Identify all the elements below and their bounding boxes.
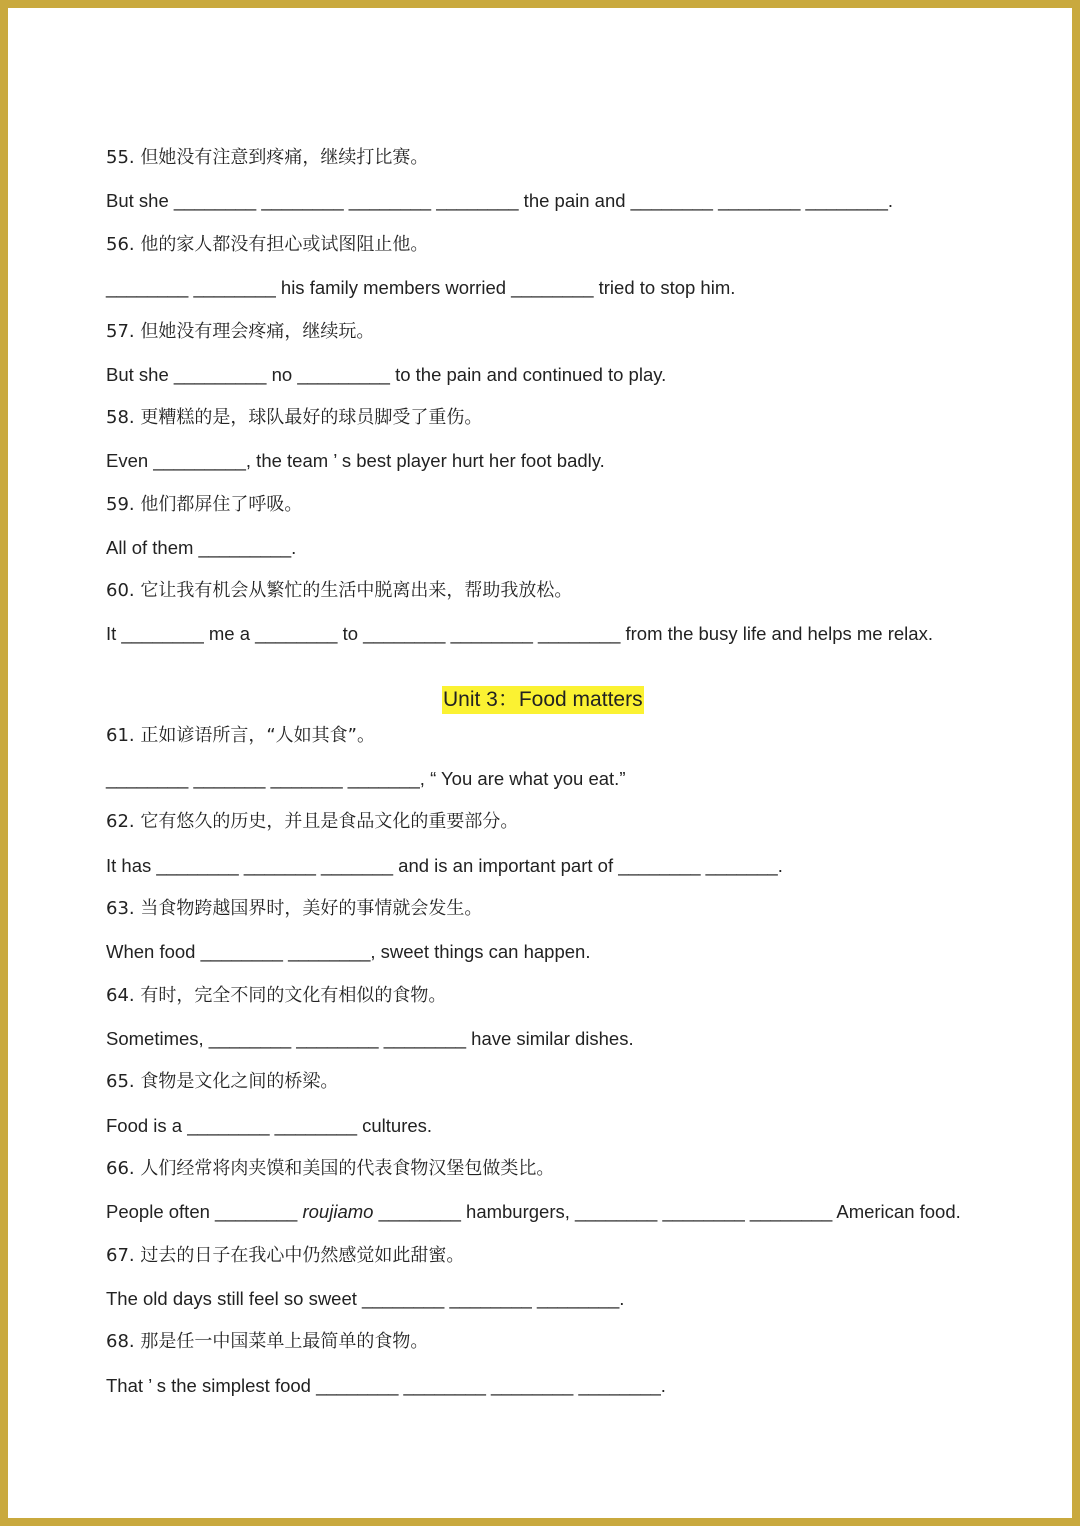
question-68-english: That ’ s the simplest food ________ ________ ________ ________. xyxy=(106,1375,666,1396)
question-57-chinese: 57. 但她没有理会疼痛，继续玩。 xyxy=(106,321,375,342)
question-59-chinese: 59. 他们都屏住了呼吸。 xyxy=(106,494,303,515)
question-61-chinese: 61. 正如谚语所言，“人如其食”。 xyxy=(106,725,375,746)
question-64-english: Sometimes, ________ ________ ________ have similar dishes. xyxy=(106,1028,634,1049)
question-65-chinese: 65. 食物是文化之间的桥梁。 xyxy=(106,1071,339,1092)
question-68-chinese: 68. 那是任一中国菜单上最简单的食物。 xyxy=(106,1331,429,1352)
question-58-english: Even _________, the team ’ s best player hurt her foot badly. xyxy=(106,450,605,471)
unit-heading: Unit 3：Food matters xyxy=(442,686,644,714)
question-64-chinese: 64. 有时，完全不同的文化有相似的食物。 xyxy=(106,985,447,1006)
question-66-italic-word: roujiamo xyxy=(302,1201,374,1222)
question-58-chinese: 58. 更糟糕的是，球队最好的球员脚受了重伤。 xyxy=(106,407,483,428)
question-66-english-part-c: ________ hamburgers, ________ ________ ________ American food. xyxy=(373,1201,961,1222)
question-67-english: The old days still feel so sweet ________ ________ ________. xyxy=(106,1288,625,1309)
question-66-chinese: 66. 人们经常将肉夹馍和美国的代表食物汉堡包做类比。 xyxy=(106,1158,555,1179)
question-65-english: Food is a ________ ________ cultures. xyxy=(106,1115,433,1136)
question-60-english: It ________ me a ________ to ________ ________ ________ from the busy life and helps me relax. xyxy=(106,623,933,644)
question-63-chinese: 63. 当食物跨越国界时，美好的事情就会发生。 xyxy=(106,898,483,919)
question-56-english: ________ ________ his family members worried ________ tried to stop him. xyxy=(106,277,736,298)
question-57-english: But she _________ no _________ to the pain and continued to play. xyxy=(106,364,667,385)
question-67-chinese: 67. 过去的日子在我心中仍然感觉如此甜蜜。 xyxy=(106,1245,465,1266)
question-59-english: All of them _________. xyxy=(106,537,297,558)
question-56-chinese: 56. 他的家人都没有担心或试图阻止他。 xyxy=(106,234,429,255)
question-61-english: ________ _______ _______ _______, “ You are what you eat.” xyxy=(106,768,626,789)
question-63-english: When food ________ ________, sweet things can happen. xyxy=(106,941,591,962)
question-55-english: But she ________ ________ ________ ________ the pain and ________ ________ ________. xyxy=(106,190,894,211)
question-66-english-part-a: People often ________ xyxy=(106,1201,303,1222)
question-62-chinese: 62. 它有悠久的历史，并且是食品文化的重要部分。 xyxy=(106,811,519,832)
question-55-chinese: 55. 但她没有注意到疼痛，继续打比赛。 xyxy=(106,147,429,168)
question-60-chinese: 60. 它让我有机会从繁忙的生活中脱离出来，帮助我放松。 xyxy=(106,580,573,601)
question-62-english: It has ________ _______ _______ and is an important part of ________ _______. xyxy=(106,855,783,876)
question-66-english xyxy=(106,1200,961,1224)
